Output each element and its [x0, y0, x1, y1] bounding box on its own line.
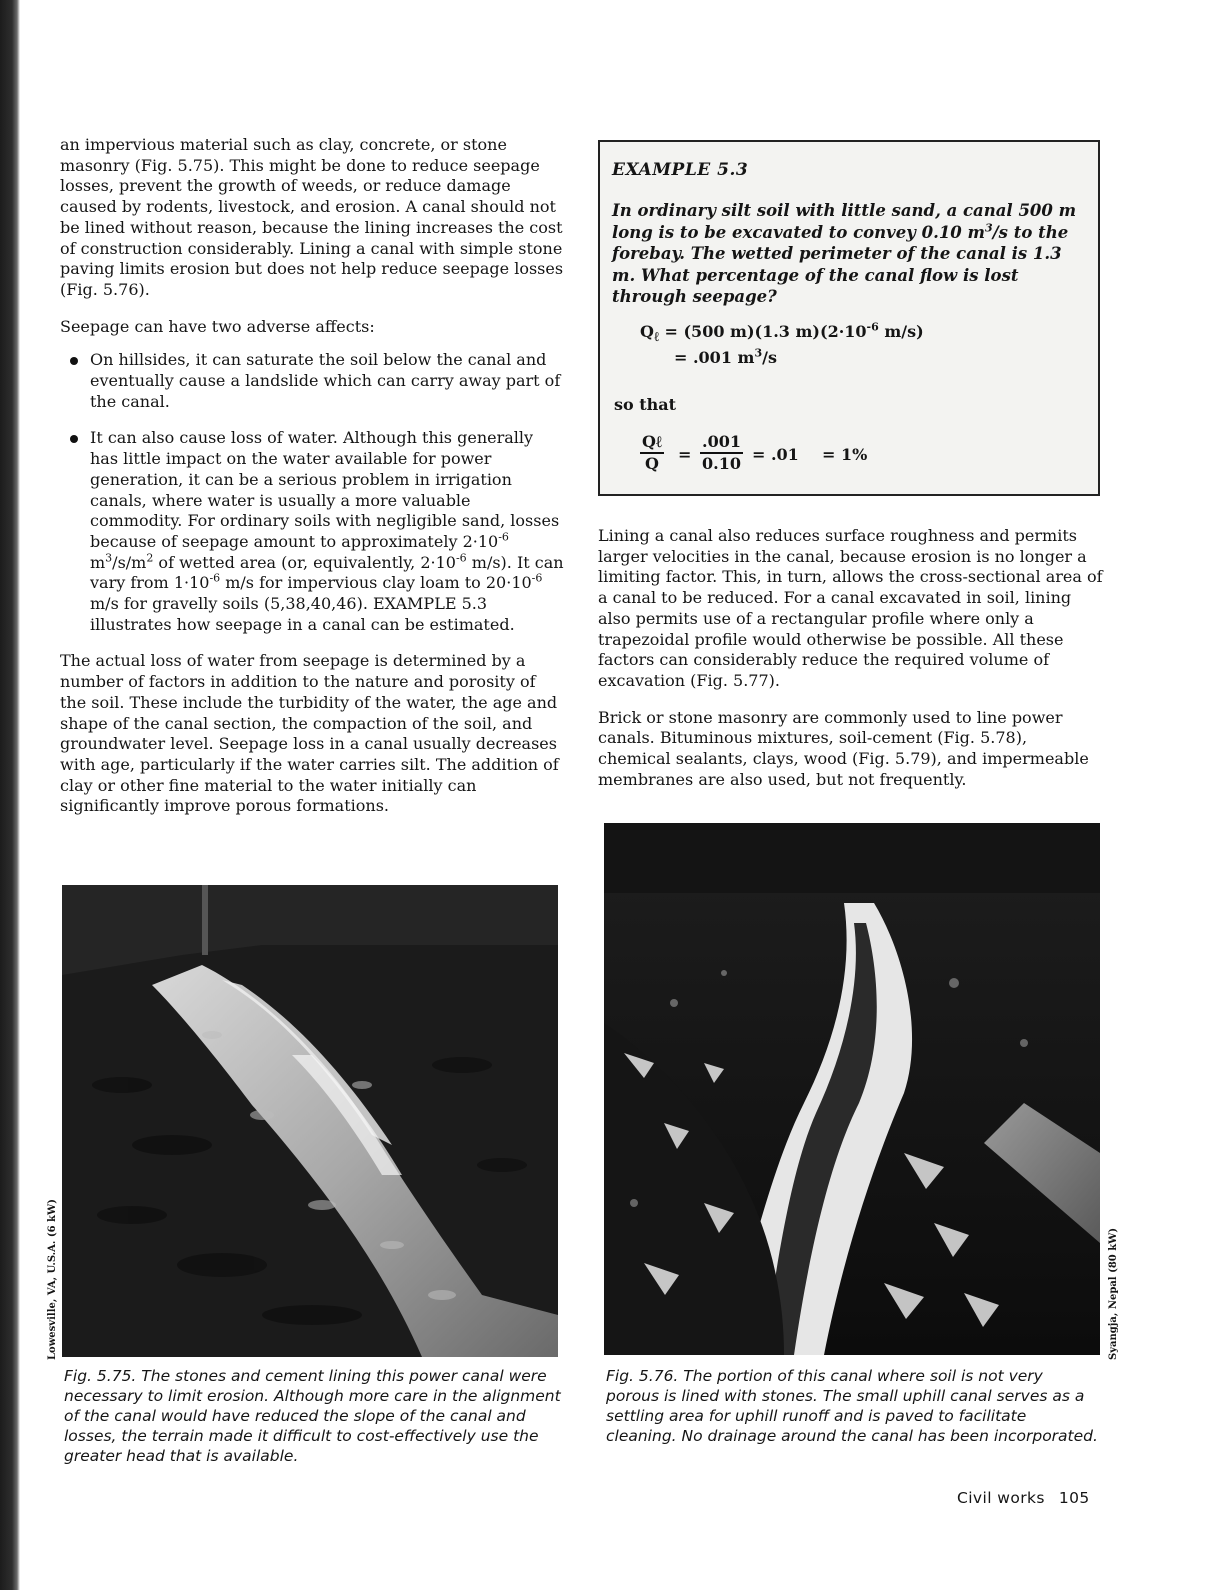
photo-credit-left: Lowesville, VA, U.S.A. (6 kW) — [47, 1199, 58, 1360]
so-that-label: so that — [614, 395, 677, 414]
caption-fig-5-76: Fig. 5.76. The portion of this canal where soil is not very porous is lined with stones. The small uphill canal serves as a settling area for uphill runoff and is paved to facilitate cleaning. No drainage around the canal has been incorporated. — [606, 1367, 1098, 1445]
canal-photo-right — [604, 823, 1100, 1355]
list-item — [60, 350, 564, 412]
seepage-intro: Seepage can have two adverse affects: — [60, 316, 375, 336]
photo-fig-5-76 — [604, 823, 1100, 1355]
page-footer — [957, 1489, 1090, 1507]
actual-loss-paragraph: The actual loss of water from seepage is determined by a number of factors in addition to the nature and porosity of the soil. These include the turbidity of the water, the age and shape of the canal section, the compaction of the soil, and groundwater level. Seepage loss in a canal usually decreases with age, particularly if the water carries silt. The addition of clay or other fine material to the water initially can significantly improve porous formations. — [60, 651, 559, 816]
binding-edge — [0, 0, 20, 1590]
bullet-icon — [70, 435, 78, 443]
example-title: EXAMPLE 5.3 — [612, 160, 749, 180]
brick-paragraph: Brick or stone masonry are commonly used to line power canals. Bituminous mixtures, soil-cement (Fig. 5.78), chemical sealants, clays, wood (Fig. 5.79), and impermeable membranes are also used, but not frequently. — [598, 707, 1089, 789]
seepage-effects-list — [60, 350, 564, 635]
right-column — [598, 526, 1104, 790]
example-problem: In ordinary silt soil with little sand, a canal 500 m long is to be excavated to convey 0.10 $m^3/s$ to the forebay. The wetted perimeter of the canal is 1.3 m. What percentage of the canal flow is lost through seepage? — [612, 201, 1077, 306]
equation-seepage-result: = .001 $m^3/s$ — [674, 346, 777, 367]
fraction-values: $\frac{.001}{0.10}$ — [702, 432, 741, 473]
caption-fig-5-75: Fig. 5.75. The stones and cement lining this power canal were necessary to limit erosion. Although more care in the alignment of the canal would have reduced the slope of the canal and losses, the terrain made it difficult to cost-effectively use the greater head that is available. — [64, 1367, 561, 1465]
bullet-text: It can also cause loss of water. Although this generally has little impact on the water available for power generation, it can be a serious problem in irrigation canals, where water is usually a more valuable commodity. For ordinary soils with negligible sand, losses because of seepage amount to approximately $2\cdot 10^{-6}$ $m^3/s/m^2$ of wetted area (or, equivalently, $2\cdot 10^{-6}$ m/s). It can vary from $1\cdot 10^{-6}$ m/s for impervious clay loam to $20\cdot 10^{-6}$ m/s for gravelly soils (5,38,40,46). EXAMPLE 5.3 illustrates how seepage in a canal can be estimated. — [90, 428, 564, 634]
ratio-result: = .01 — [752, 445, 799, 464]
fraction-ql-over-q: Qℓ Q — [642, 432, 662, 473]
intro-paragraph: an impervious material such as clay, concrete, or stone masonry (Fig. 5.75). This might be done to reduce seepage losses, prevent the growth of weeds, or reduce damage caused by rodents, livestock, and erosion. A canal should not be lined without reason, because the lining increases the cost of construction considerably. Lining a canal with simple stone paving limits erosion but does not help reduce seepage losses (Fig. 5.76). — [60, 135, 564, 299]
list-item — [60, 428, 564, 635]
equation-seepage-flow: $Q_\ell = (500$ m)(1.3 $m)(2\cdot 10^{-6}$ m/s) — [640, 320, 924, 346]
example-box — [598, 140, 1100, 496]
left-column — [60, 135, 564, 817]
lining-paragraph: Lining a canal also reduces surface roughness and permits larger velocities in the canal, because erosion is no longer a limiting factor. This, in turn, allows the cross-sectional area of a canal to be reduced. For a canal excavated in soil, lining also permits use of a rectangular profile where only a trapezoidal profile would otherwise be possible. All these factors can considerably reduce the required volume of excavation (Fig. 5.77). — [598, 526, 1103, 690]
section-title: Civil works — [957, 1489, 1045, 1507]
canal-photo-left — [62, 885, 558, 1357]
photo-credit-right: Syangja, Nepal (80 kW) — [1108, 1227, 1119, 1360]
photo-fig-5-75 — [62, 885, 558, 1357]
bullet-icon — [70, 357, 78, 365]
equals-sign: = — [678, 445, 692, 464]
bullet-text: On hillsides, it can saturate the soil below the canal and eventually cause a landslide which can carry away part of the canal. — [90, 350, 561, 411]
page-number: 105 — [1058, 1489, 1090, 1507]
percent-result: = 1% — [822, 445, 868, 464]
